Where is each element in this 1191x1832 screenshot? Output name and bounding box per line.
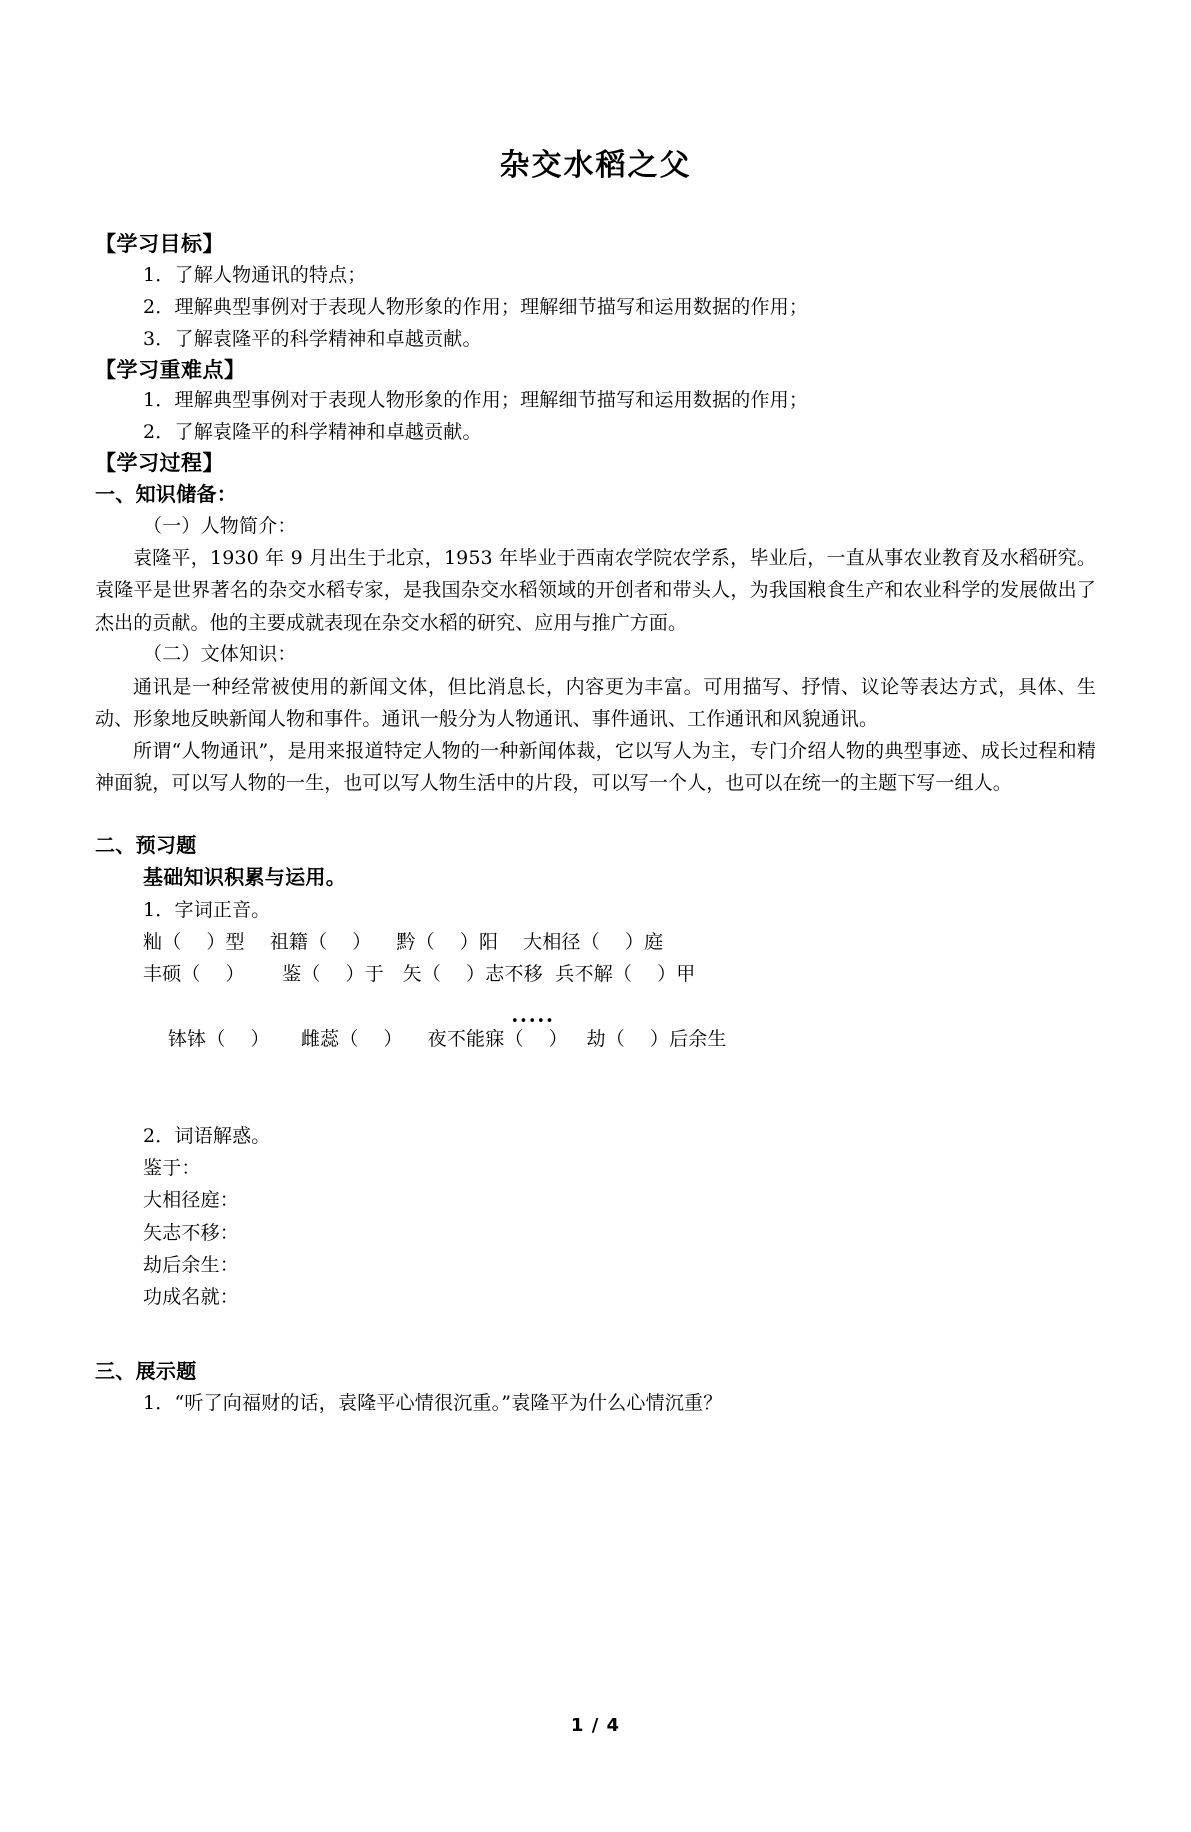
emphasis-dots-marker: ••••• — [511, 1013, 555, 1029]
key-point-item-1: 1．理解典型事例对于表现人物形象的作用；理解细节描写和运用数据的作用； — [143, 389, 809, 412]
spacer — [95, 800, 1096, 830]
section-heading-preview: 二、预习题 — [95, 832, 197, 857]
document-page — [0, 148, 1191, 1832]
page-footer: 1 / 4 — [570, 1715, 621, 1736]
pinyin-line-3 — [95, 991, 1096, 1120]
paragraph-genre-1: 通讯是一种经常被使用的新闻文体，但比消息长，内容更为丰富。可用描写、抒情、议论等表达方式，具体、生动、形象地反映新闻人物和事件。通讯一般分为人物通讯、事件通讯、工作通讯和风貌通讯。 — [95, 675, 1096, 730]
section-heading-objectives: 【学习目标】 — [95, 232, 224, 256]
section-heading-process: 【学习过程】 — [95, 451, 224, 476]
sub-heading-basics: 基础知识积累与运用。 — [143, 865, 346, 890]
paragraph-genre-2: 所谓“人物通讯”，是用来报道特定人物的一种新闻体裁，它以写人为主，专门介绍人物的典型事迹、成长过程和精神面貌，可以写人物的一生，也可以写人物生活中的片段，可以写一个人，也可以在统一的主题下写一组人。 — [95, 740, 1096, 795]
presentation-item-1: 1．“听了向福财的话，袁隆平心情很沉重。”袁隆平为什么心情沉重？ — [143, 1392, 723, 1415]
preview-q2-label: 2．词语解惑。 — [143, 1124, 271, 1147]
vocab-item-4: 劫后余生： — [143, 1253, 240, 1276]
spacer — [95, 1314, 1096, 1356]
vocab-item-3: 矢志不移： — [143, 1221, 240, 1244]
objective-item-3: 3．了解袁隆平的科学精神和卓越贡献。 — [143, 327, 482, 350]
sub-label-profile: （一）人物简介： — [143, 514, 297, 537]
objective-item-2: 2．理解典型事例对于表现人物形象的作用；理解细节描写和运用数据的作用； — [143, 295, 809, 318]
preview-q1-label: 1．字词正音。 — [143, 898, 271, 921]
pinyin-line-2: 丰硕（ ） 鉴（ ）于 矢（ ）志不移 兵不解（ ）甲 — [143, 963, 696, 986]
page-title: 杂交水稻之父 — [499, 148, 692, 183]
objective-item-1: 1．了解人物通讯的特点； — [143, 263, 367, 286]
vocab-item-5: 功成名就： — [143, 1286, 240, 1309]
vocab-item-2: 大相径庭： — [143, 1189, 240, 1212]
paragraph-profile: 袁隆平，1930 年 9 月出生于北京，1953 年毕业于西南农学院农学系，毕业后，一直从事农业教育及水稻研究。袁隆平是世界著名的杂交水稻专家，是我国杂交水稻领域的开创者和带头人，为我国粮食生产和农业科学的发展做出了杰出的贡献。他的主要成就表现在杂交水稻的研究、应用与推广方面。 — [95, 547, 1096, 634]
section-heading-knowledge: 一、知识储备： — [95, 481, 238, 506]
pinyin-line-1: 籼（ ）型 祖籍（ ） 黔（ ）阳 大相径（ ）庭 — [143, 930, 664, 953]
vocab-item-1: 鉴于： — [143, 1157, 201, 1180]
pinyin-line-3-text: 钵钵（ ） 雌蕊（ ） 夜不能寐（ ） 劫（ ）后余生 — [167, 1027, 727, 1050]
section-heading-presentation: 三、展示题 — [95, 1358, 197, 1383]
key-point-item-2: 2．了解袁隆平的科学精神和卓越贡献。 — [143, 421, 482, 444]
sub-label-genre: （二）文体知识： — [143, 642, 297, 665]
spacer — [95, 184, 1096, 230]
section-heading-key-points: 【学习重难点】 — [95, 357, 246, 382]
